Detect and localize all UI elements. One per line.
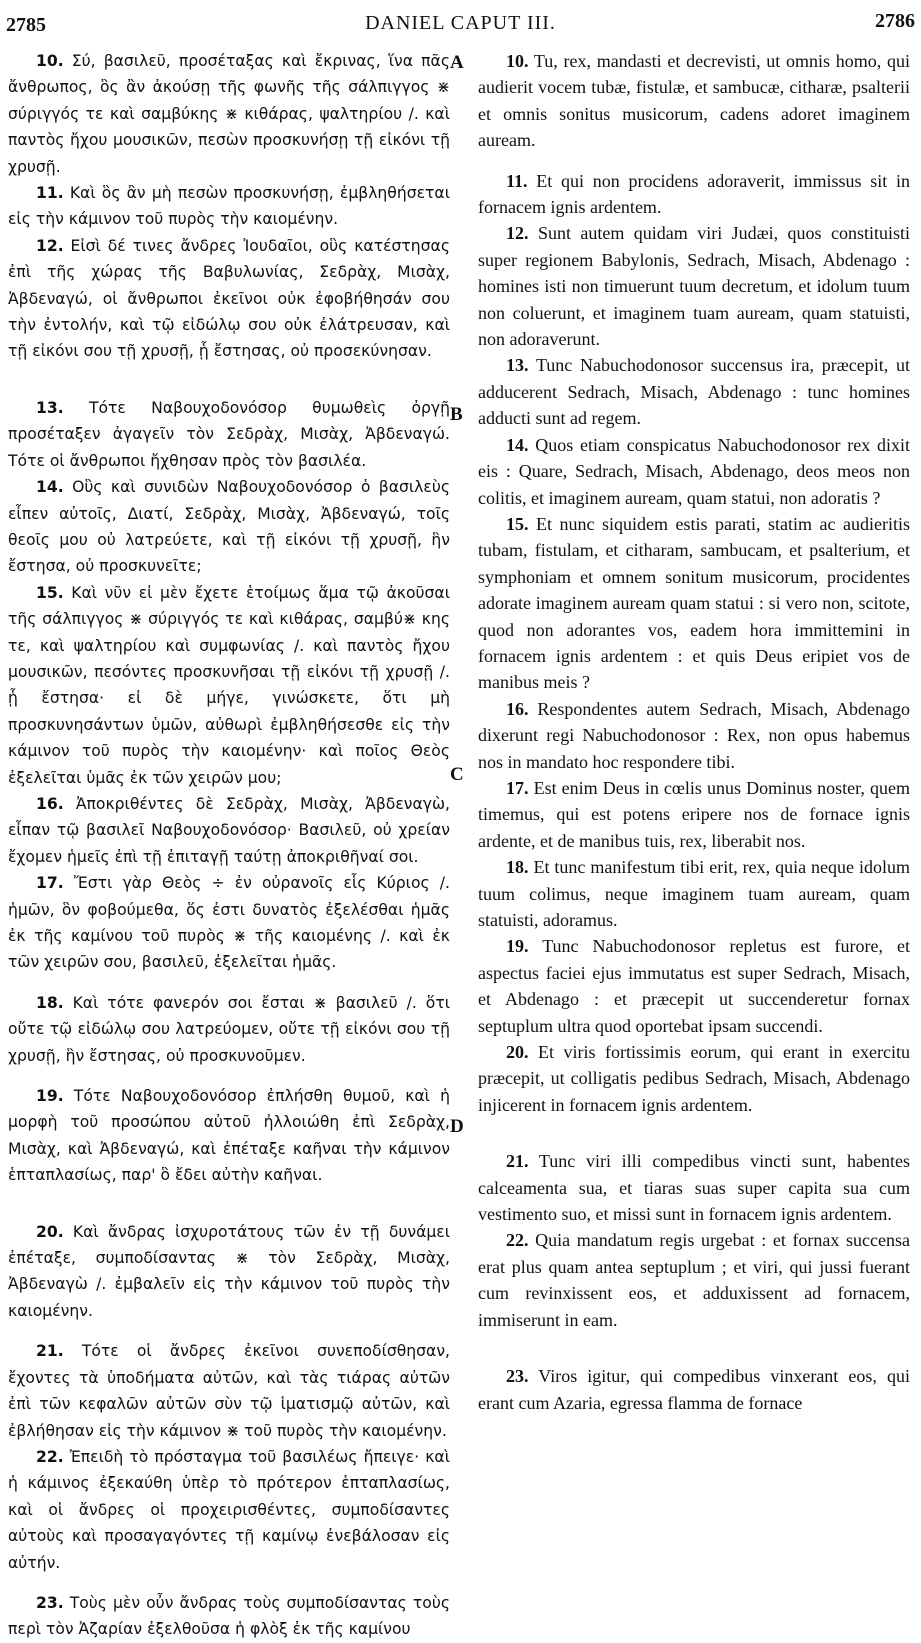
verse-number: 16. [506, 698, 529, 719]
verse-number: 19. [36, 1087, 64, 1106]
verse-number: 21. [36, 1342, 64, 1361]
verse-text: Σύ, βασιλεῦ, προσέταξας καὶ ἔκρινας, ἵνα πᾶς ἄνθρωπος, ὃς ἂν ἀκούσῃ τῆς φωνῆς τῆς σάλπιγγος ⋇ σύριγγός τε καὶ σαμβύκης ⋇ κιθάρας, ψαλτηρίου /. καὶ παντὸς ἤχου μουσικῶν, πεσὼν προσκυνήσῃ τῇ εἰκόνι τῇ χρυσῇ. [8, 52, 450, 176]
verse-number: 15. [36, 583, 64, 602]
latin-verse-23 [478, 1363, 910, 1416]
verse-text: Τότε Ναβουχοδονόσορ θυμωθεὶς ὀργῇ προσέταξεν ἀγαγεῖν τὸν Σεδρὰχ, Μισὰχ, Ἀβδεναγώ. Τότε οἱ ἄνθρωποι ἤχθησαν πρὸς τὸν βασιλέα. [8, 398, 450, 470]
verse-number: 20. [506, 1042, 529, 1063]
latin-verse-10 [478, 48, 910, 154]
verse-text: Ἔστι γὰρ Θεὸς ÷ ἐν οὐρανοῖς εἷς Κύριος /. ἡμῶν, ὃν φοβούμεθα, ὅς ἐστι δυνατὸς ἐξελέσθαι ἡμᾶς ἐκ τῆς καμίνου τοῦ πυρὸς ⋇ τῆς καιομένης /. καὶ ἐκ τῶν χειρῶν σου, βασιλεῦ, ἐξελεῖται ἡμᾶς. [8, 874, 450, 972]
margin-marker-d: D [450, 1116, 464, 1137]
verse-number: 18. [36, 993, 64, 1012]
verse-number: 13. [36, 398, 64, 417]
verse-text: Et viris fortissimis eorum, qui erant in exercitu præcepit, ut colligatis pedibus Sedrach, Misach, Abdenago injicerent in fornacem ignis ardentem. [478, 1042, 910, 1115]
page-number-right: 2786 [875, 10, 915, 32]
greek-verse-20 [8, 1219, 450, 1325]
greek-verse-11 [8, 180, 450, 233]
verse-number: 23. [506, 1366, 529, 1387]
verse-number: 17. [36, 874, 64, 893]
verse-number: 22. [36, 1447, 64, 1466]
verse-text: Ἀποκριθέντες δὲ Σεδρὰχ, Μισὰχ, Ἀβδεναγὼ, εἶπαν τῷ βασιλεῖ Ναβουχοδονόσορ· Βασιλεῦ, οὐ χρείαν ἔχομεν ἡμεῖς ἐπὶ τῇ ἐπιταγῇ ταύτῃ ἀποκριθῆναί σοι. [8, 794, 450, 866]
verse-number: 16. [36, 794, 64, 813]
greek-verse-17 [8, 870, 450, 976]
verse-number: 15. [506, 513, 529, 534]
verse-text: Καὶ ὃς ἂν μὴ πεσὼν προσκυνήσῃ, ἐμβληθήσεται εἰς τὴν κάμινον τοῦ πυρὸς τὴν καιομένην. [8, 184, 450, 229]
verse-text: Respondentes autem Sedrach, Misach, Abdenago dixerunt regi Nabuchodonosor : Rex, non opus habemus nos in mandato hoc respondere tibi. [478, 698, 910, 772]
verse-text: Tu, rex, mandasti et decrevisti, ut omnis homo, qui audierit vocem tubæ, fistulæ, et sambucæ, citharæ, psalterii et omnis sonitus musicorum, cadens adoret imaginem auream. [478, 51, 910, 151]
page-number-left: 2785 [6, 14, 46, 36]
latin-verse-19 [478, 933, 910, 1039]
verse-number: 20. [36, 1222, 64, 1241]
verse-number: 14. [36, 478, 64, 497]
greek-verse-19 [8, 1083, 450, 1189]
verse-text: Καὶ ἄνδρας ἰσχυροτάτους τῶν ἐν τῇ δυνάμει ἐπέταξε, συμποδίσαντας ⋇ τὸν Σεδρὰχ, Μισὰχ, Ἀβδεναγὼ /. ἐμβαλεῖν εἰς τὴν κάμινον τοῦ πυρὸς τὴν καιομένην. [8, 1222, 450, 1320]
latin-verse-11 [478, 168, 910, 221]
verse-number: 19. [506, 936, 529, 957]
verse-number: 17. [506, 777, 529, 798]
margin-marker-a: A [450, 52, 464, 73]
verse-number: 11. [506, 170, 528, 191]
verse-text: Quia mandatum regis urgebat : et fornax succensa erat plus quam antea septuplum ; et viri, qui jussi fuerant cum revinxissent eos, et adduxissent ad fornacem, immiserunt in eam. [478, 1230, 911, 1330]
greek-verse-18 [8, 990, 450, 1069]
verse-text: Tunc Nabuchodonosor succensus ira, præcepit, ut adducerent Sedrach, Misach, Abdenago : tunc homines adducti sunt ad regem. [478, 355, 910, 429]
margin-marker-c: C [450, 764, 464, 785]
greek-verse-14 [8, 474, 450, 580]
greek-verse-13 [8, 395, 450, 474]
greek-verse-15 [8, 580, 450, 791]
verse-number: 10. [506, 51, 529, 71]
verse-number: 14. [506, 434, 529, 455]
verse-text: Et nunc siquidem estis parati, statim ac audieritis tubam, fistulam, et citharam, sambucam, et psalterium, et symphoniam et omnem sonitum musicorum, procidentes adorate imaginem auream quam statui : si vero non, scitote, quod non adorantes vos, eadem hora immittemini in fornacem ignis ardentem : et quis Deus eripiet vos de manibus meis ? [478, 513, 910, 693]
greek-verse-16 [8, 791, 450, 870]
latin-verse-13 [478, 352, 910, 431]
greek-verse-23 [8, 1590, 450, 1643]
verse-number: 13. [506, 355, 529, 376]
verse-number: 12. [506, 223, 529, 244]
verse-number: 11. [36, 184, 64, 203]
latin-column [478, 48, 910, 1416]
latin-verse-22 [478, 1227, 910, 1333]
greek-verse-22 [8, 1444, 450, 1576]
latin-verse-17 [478, 775, 910, 854]
verse-number: 22. [506, 1230, 529, 1251]
latin-verse-16 [478, 696, 910, 775]
verse-number: 18. [506, 857, 529, 878]
verse-text: Tunc Nabuchodonosor repletus est furore, et aspectus faciei ejus immutatus est super Sedrach, Misach, et Abdenago : et præcepit ut succenderetur fornax septuplum ultra quod oportebat ipsam succendi. [478, 936, 910, 1036]
verse-number: 10. [36, 52, 64, 70]
latin-verse-14 [478, 432, 910, 511]
verse-text: Et qui non procidens adoraverit, immissus sit in fornacem ignis ardentem. [478, 170, 911, 218]
verse-text: Οὓς καὶ συνιδὼν Ναβουχοδονόσορ ὁ βασιλεὺς εἶπεν αὐτοῖς, Διατί, Σεδρὰχ, Μισὰχ, Ἀβδεναγώ, τοῖς θεοῖς μου οὐ λατρεύετε, καὶ τῇ εἰκόνι τῇ χρυσῇ, ἣν ἔστησα, οὐ προσκυνεῖτε; [8, 478, 450, 576]
verse-text: Sunt autem quidam viri Judæi, quos constituisti super regionem Babylonis, Sedrach, Misach, Abdenago : homines isti non timuerunt tuum decretum, et idolum tuum non coluerunt, et imaginem tuam auream, quam statuisti, non adoraverunt. [478, 223, 910, 350]
verse-text: Est enim Deus in cœlis unus Dominus noster, quem timemus, qui est potens eripere nos de fornace ignis ardente, et de manibus tuis, rex, liberabit nos. [478, 777, 910, 851]
greek-verse-12 [8, 233, 450, 365]
running-title: DANIEL CAPUT III. [365, 12, 556, 34]
verse-text: Tunc viri illi compedibus vincti sunt, habentes calceamenta sua, et tiaras suas super capita sua cum vestimento suo, et missi sunt in fornacem ignis ardentem. [478, 1151, 910, 1225]
greek-verse-10 [8, 48, 450, 180]
verse-number: 23. [36, 1593, 64, 1612]
verse-text: Τοὺς μὲν οὖν ἄνδρας τοὺς συμποδίσαντας τοὺς περὶ τὸν Ἀζαρίαν ἐξελθοῦσα ἡ φλὸξ ἐκ τῆς καμίνου [8, 1593, 450, 1639]
verse-text: Quos etiam conspicatus Nabuchodonosor rex dixit eis : Quare, Sedrach, Misach, Abdenago, deos meos non colitis, et imaginem auream, quam statui, non adoratis ? [478, 434, 910, 508]
verse-text: Viros igitur, qui compedibus vinxerant eos, qui erant cum Azaria, egressa flamma de fornace [478, 1366, 910, 1413]
verse-text: Εἰσὶ δέ τινες ἄνδρες Ἰουδαῖοι, οὓς κατέστησας ἐπὶ τῆς χώρας τῆς Βαβυλωνίας, Σεδρὰχ, Μισὰχ, Ἀβδεναγώ, οἱ ἄνθρωποι ἐκεῖνοι οὐκ ἐφοβήθησάν σου τὴν ἐντολήν, καὶ τῷ εἰδώλῳ σου οὐκ ἐλάτρευσαν, καὶ τῇ εἰκόνι σου τῇ χρυσῇ, ᾗ ἔστησας, οὐ προσεκύνησαν. [8, 236, 450, 361]
latin-verse-15 [478, 511, 910, 696]
verse-number: 21. [506, 1151, 529, 1172]
margin-marker-b: B [450, 404, 463, 425]
latin-verse-20 [478, 1039, 910, 1118]
greek-column [8, 48, 450, 1643]
verse-number: 12. [36, 236, 64, 255]
verse-text: Τότε οἱ ἄνδρες ἐκεῖνοι συνεποδίσθησαν, ἔχοντες τὰ ὑποδήματα αὐτῶν, καὶ τὰς τιάρας αὐτῶν ἐπὶ τῶν κεφαλῶν αὐτῶν σὺν τῷ ἱματισμῷ αὐτῶν, καὶ ἐβλήθησαν εἰς τὴν κάμινον ⋇ τοῦ πυρὸς τὴν καιομένην. [8, 1342, 450, 1440]
greek-verse-21 [8, 1338, 450, 1444]
verse-text: Καὶ τότε φανερόν σοι ἔσται ⋇ βασιλεῦ /. ὅτι οὔτε τῷ εἰδώλῳ σου λατρεύομεν, οὔτε τῇ εἰκόνι σου τῇ χρυσῇ, ἣν ἔστησας, οὐ προσκυνοῦμεν. [8, 993, 450, 1065]
latin-verse-12 [478, 220, 910, 352]
verse-text: Ἐπειδὴ τὸ πρόσταγμα τοῦ βασιλέως ἤπειγε· καὶ ἡ κάμινος ἐξεκαύθη ὑπὲρ τὸ πρότερον ἑπταπλασίως, καὶ οἱ ἄνδρες οἱ προχειρισθέντες, συμποδίσαντες αὐτοὺς καὶ προσαγαγόντες τῇ καμίνῳ ἐνεβάλοσαν εἰς αὐτήν. [8, 1447, 450, 1572]
latin-verse-21 [478, 1148, 910, 1227]
verse-text: Καὶ νῦν εἰ μὲν ἔχετε ἑτοίμως ἅμα τῷ ἀκοῦσαι τῆς σάλπιγγος ⋇ σύριγγός τε καὶ κιθάρας, σαμβύ⋇ κης τε, καὶ ψαλτηρίου καὶ συμφωνίας /. καὶ παντὸς ἤχου μουσικῶν, πεσόντες προσκυνῆσαι τῇ εἰκόνι τῇ χρυσῇ /. ᾗ ἔστησα· εἰ δὲ μήγε, γινώσκετε, ὅτι μὴ προσκυνησάντων ὑμῶν, αὐθωρὶ ἐμβληθήσεσθε εἰς τὴν κάμινον τοῦ πυρὸς τὴν καιομένην· καὶ ποῖος Θεὸς ἐξελεῖται ὑμᾶς ἐκ τῶν χειρῶν μου; [8, 583, 450, 787]
latin-verse-18 [478, 854, 910, 933]
verse-text: Et tunc manifestum tibi erit, rex, quia neque idolum tuum colimus, neque imaginem tuam auream, quam statuisti, adoramus. [478, 857, 910, 930]
verse-text: Τότε Ναβουχοδονόσορ ἐπλήσθη θυμοῦ, καὶ ἡ μορφὴ τοῦ προσώπου αὐτοῦ ἠλλοιώθη ἐπὶ Σεδρὰχ, Μισὰχ, καὶ Ἀβδεναγώ, καὶ ἐπέταξε καῆναι τὴν κάμινον ἑπταπλασίως, παρ' ὃ ἔδει αὐτὴν καῆναι. [8, 1087, 450, 1185]
page-header [0, 10, 921, 46]
